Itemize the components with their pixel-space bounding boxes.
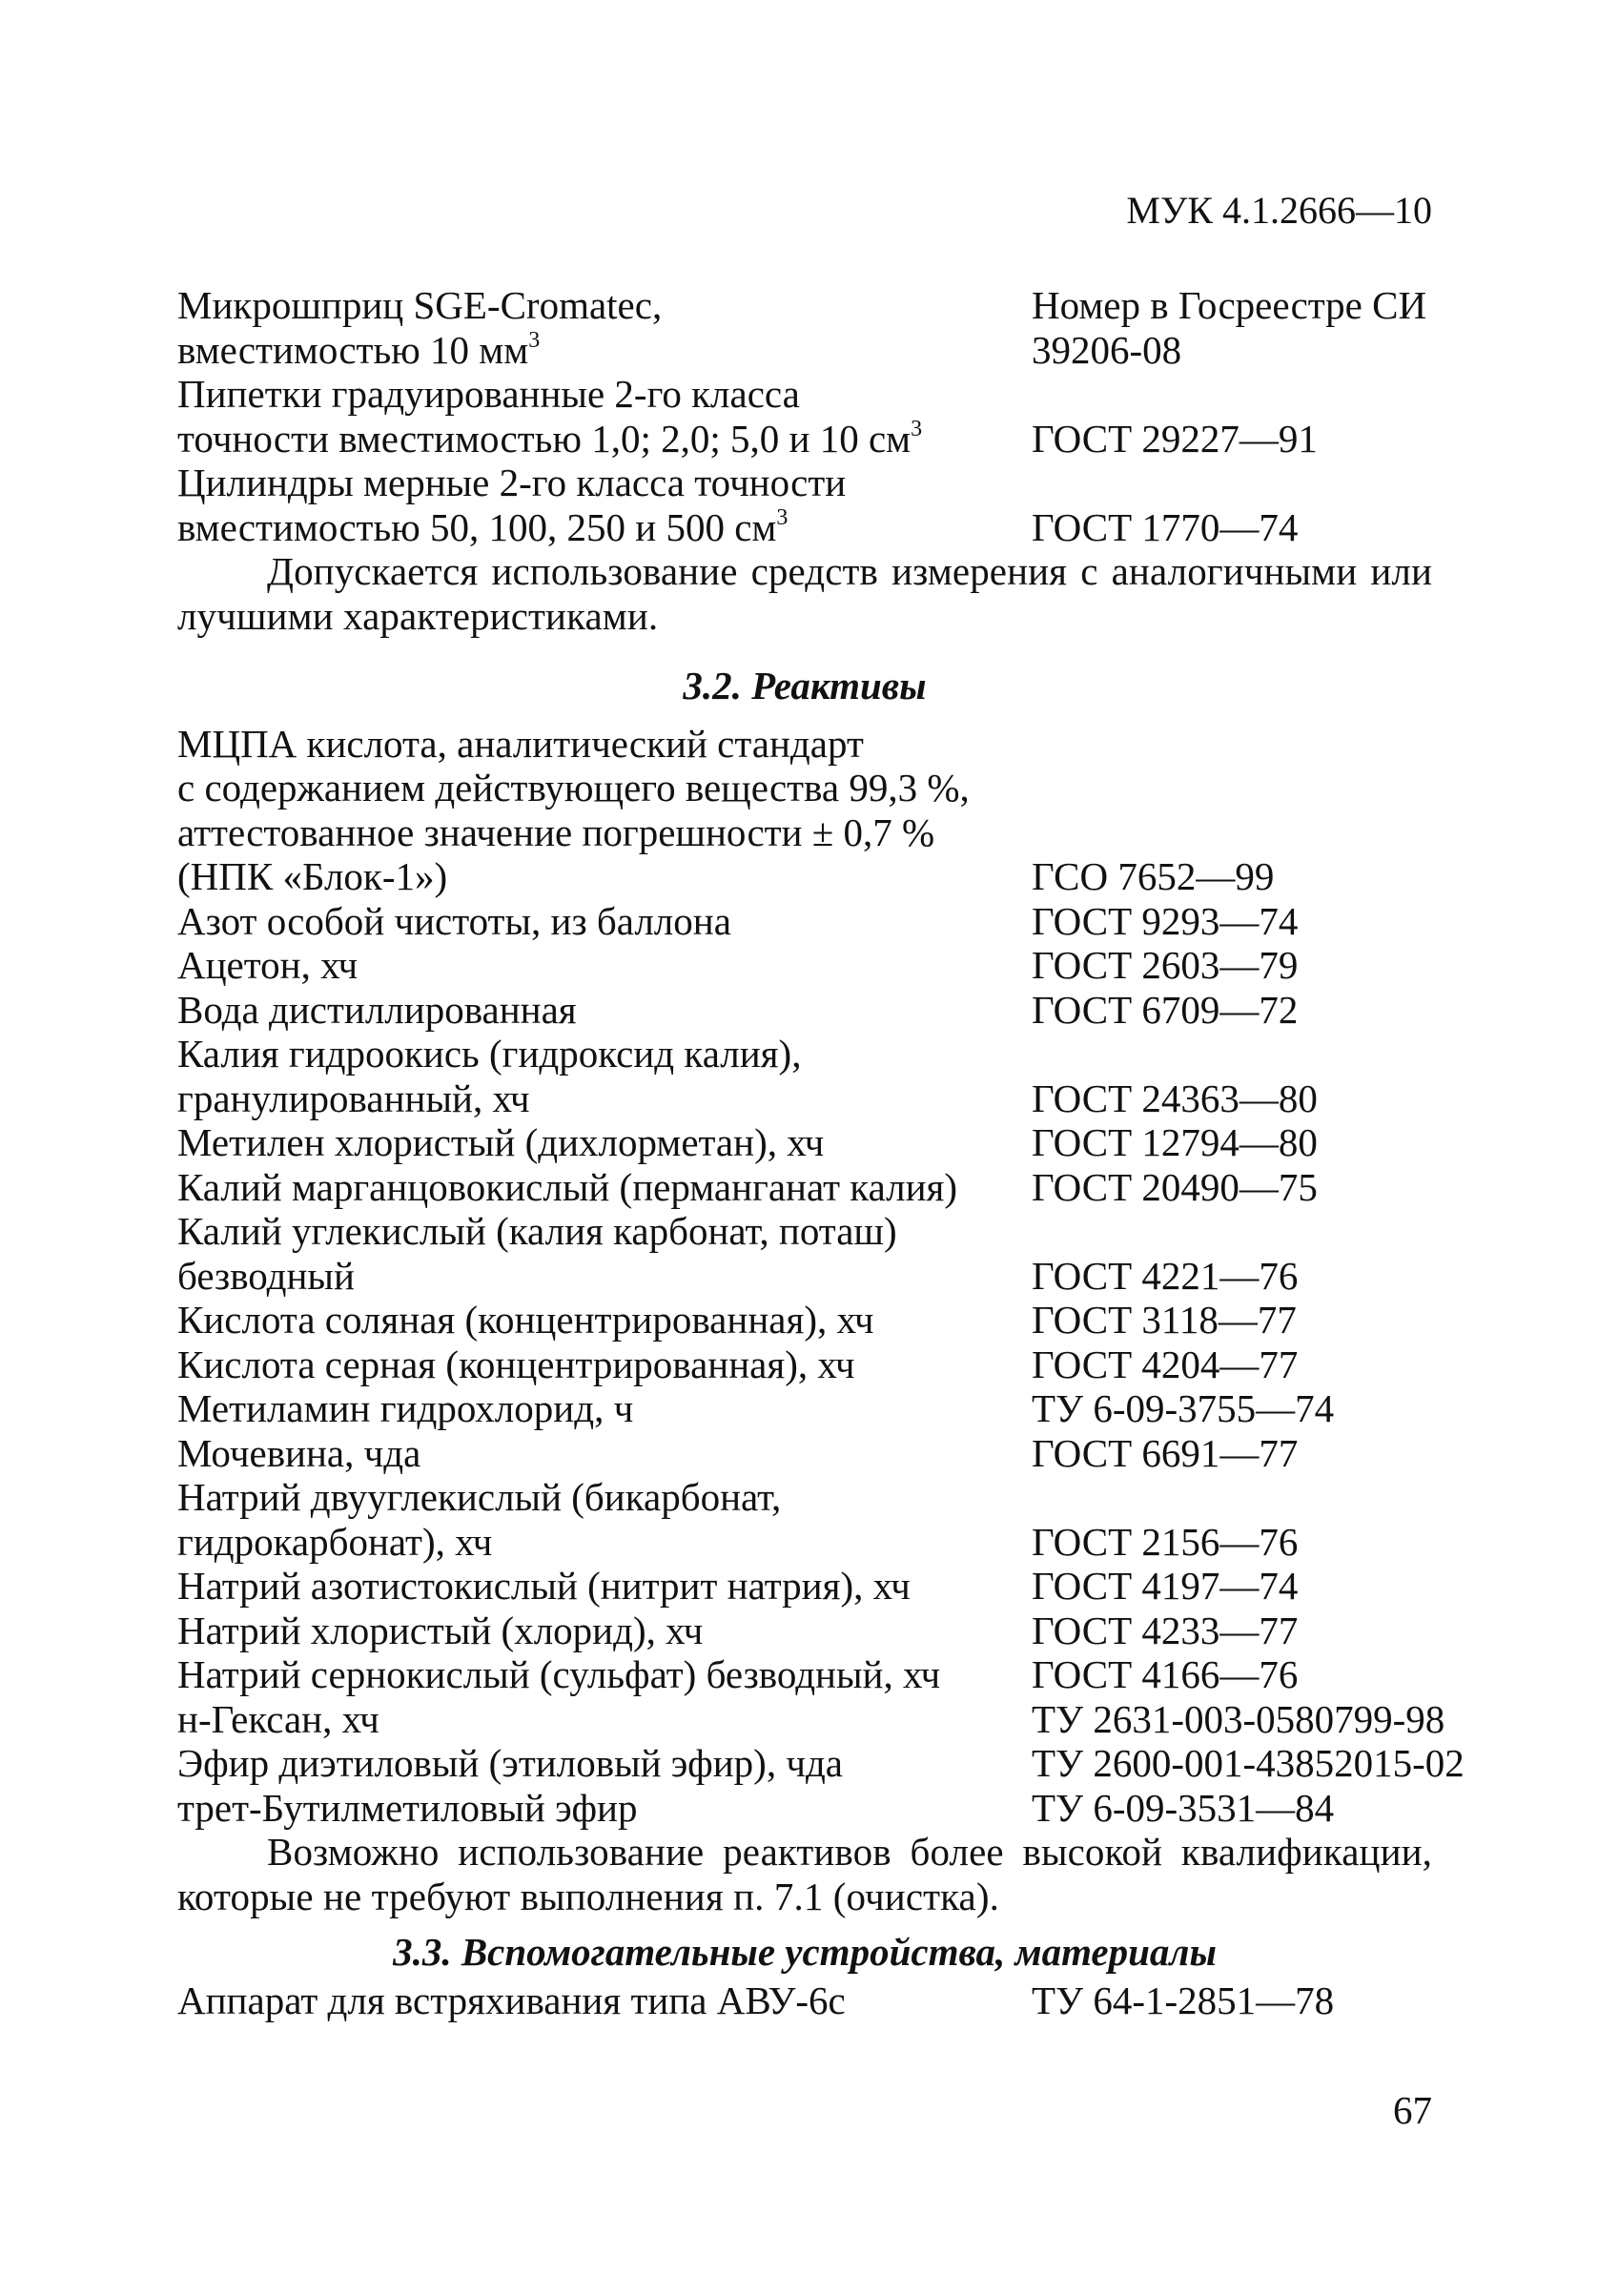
reagent-standard: ГОСТ 4233—77: [1032, 1608, 1299, 1652]
reagent-standard: ТУ 6-09-3531—84: [1032, 1785, 1335, 1830]
table-row: [177, 988, 1432, 1033]
table-row: [177, 854, 1432, 899]
reagent-name: Кислота серная (концентрированная), хч: [177, 1342, 855, 1386]
item-text: точности вместимостью 1,0; 2,0; 5,0 и 10 см: [177, 416, 912, 461]
document-code: МУК 4.1.2666—10: [1126, 189, 1432, 232]
reagent-name: трет-Бутилметиловый эфир: [177, 1785, 638, 1830]
reagent-name: Метилен хлористый (дихлорметан), хч: [177, 1120, 825, 1164]
section-title-aux: 3.3. Вспомогательные устройства, материалы: [393, 1930, 1217, 1974]
reagent-name: безводный: [177, 1253, 355, 1298]
reagent-name: с содержанием действующего вещества 99,3 %,: [177, 766, 970, 810]
reagent-name: Мочевина, чда: [177, 1430, 421, 1475]
reagent-name: Вода дистиллированная: [177, 987, 577, 1032]
table-row: [177, 1386, 1432, 1431]
reagents-list: [177, 721, 1465, 1831]
table-row: [177, 372, 1432, 417]
item-standard: ГОСТ 29227—91: [1032, 416, 1318, 461]
reagent-standard: ТУ 6-09-3755—74: [1032, 1386, 1335, 1430]
reagent-name: Натрий сернокислый (сульфат) безводный, хч: [177, 1652, 941, 1696]
item-name: Аппарат для встряхивания типа АВУ-6с: [177, 1978, 846, 2022]
table-row: [177, 1741, 1465, 1786]
table-row: [177, 461, 1432, 505]
reagent-standard: ГОСТ 4204—77: [1032, 1342, 1299, 1386]
instruments-note: Допускается использование средств измерения с аналогичными или лучшими характеристиками.: [177, 549, 1432, 638]
reagent-standard: ТУ 2600-001-43852015-02: [1032, 1741, 1465, 1785]
reagent-name: гидрокарбонат), хч: [177, 1519, 493, 1564]
reagent-name: Метиламин гидрохлорид, ч: [177, 1386, 634, 1430]
reagent-name: аттестованное значение погрешности ± 0,7 %: [177, 810, 935, 854]
reagent-standard: ГОСТ 12794—80: [1032, 1120, 1318, 1164]
reagent-standard: ГОСТ 20490—75: [1032, 1164, 1318, 1209]
table-row: [177, 899, 1432, 944]
reagent-name: Натрий двууглекислый (бикарбонат,: [177, 1475, 782, 1519]
reagent-name: (НПК «Блок-1»): [177, 854, 448, 898]
table-row: [177, 722, 1432, 767]
item-name: [177, 328, 540, 373]
table-row: [177, 1609, 1432, 1653]
item-name: Микрошприц SGE-Cromatec,: [177, 283, 663, 327]
reagent-name: Натрий хлористый (хлорид), хч: [177, 1608, 704, 1652]
table-row: [177, 283, 1432, 328]
table-row: [177, 328, 1432, 373]
reagent-name: МЦПА кислота, аналитический стандарт: [177, 721, 864, 766]
reagent-name: н-Гексан, хч: [177, 1696, 379, 1741]
section-title-reagents: 3.2. Реактивы: [683, 664, 927, 707]
reagent-name: Эфир диэтиловый (этиловый эфир), чда: [177, 1741, 844, 1785]
table-row: [177, 1298, 1432, 1343]
reagent-name: Ацетон, хч: [177, 943, 359, 987]
item-name: Цилиндры мерные 2-го класса точности: [177, 461, 847, 504]
table-row: [177, 1254, 1432, 1299]
reagent-standard: ГОСТ 24363—80: [1032, 1076, 1318, 1120]
table-row: [177, 505, 1432, 550]
superscript: 3: [911, 416, 923, 441]
page-number: 67: [1393, 2088, 1432, 2132]
item-standard: Номер в Госреестре СИ: [1032, 283, 1427, 327]
reagent-standard: ТУ 2631-003-0580799-98: [1032, 1696, 1445, 1741]
table-row: [177, 1652, 1432, 1697]
table-row: [177, 943, 1432, 988]
item-name: [177, 417, 922, 461]
table-row: [177, 1165, 1432, 1210]
reagent-standard: ГОСТ 6691—77: [1032, 1430, 1299, 1475]
table-row: [177, 1475, 1432, 1520]
reagent-name: Калия гидроокись (гидроксид калия),: [177, 1032, 802, 1076]
table-row: [177, 1696, 1445, 1742]
reagent-name: Натрий азотистокислый (нитрит натрия), хч: [177, 1564, 911, 1608]
reagent-standard: ГОСТ 2156—76: [1032, 1519, 1299, 1564]
reagent-standard: ГОСТ 3118—77: [1032, 1298, 1297, 1342]
table-row: [177, 1520, 1432, 1565]
item-standard: ГОСТ 1770—74: [1032, 504, 1299, 549]
table-row: [177, 1786, 1432, 1831]
reagent-standard: ГОСТ 4166—76: [1032, 1652, 1299, 1696]
table-row: [177, 1564, 1432, 1609]
reagent-name: Кислота соляная (концентрированная), хч: [177, 1298, 874, 1342]
item-name: [177, 505, 788, 550]
item-text: вместимостью 10 мм: [177, 327, 529, 372]
reagent-standard: ГОСТ 4197—74: [1032, 1564, 1299, 1608]
table-row: [177, 1120, 1432, 1165]
reagent-standard: ГОСТ 4221—76: [1032, 1253, 1299, 1298]
reagents-note: Возможно использование реактивов более высокой квалификации, которые не требуют выполнения п. 7.1 (очистка).: [177, 1830, 1432, 1918]
item-name: Пипетки градуированные 2-го класса: [177, 372, 800, 416]
superscript: 3: [776, 504, 789, 530]
table-row: [177, 1076, 1432, 1121]
reagent-standard: ГОСТ 2603—79: [1032, 943, 1299, 987]
reagent-name: Калий марганцовокислый (перманганат калия): [177, 1164, 958, 1209]
table-row: [177, 1431, 1432, 1476]
reagents-section: [177, 664, 1465, 1918]
item-text: вместимостью 50, 100, 250 и 500 см: [177, 504, 777, 549]
reagent-standard: ГОСТ 6709—72: [1032, 987, 1299, 1032]
reagent-name: Азот особой чистоты, из баллона: [177, 898, 731, 943]
reagent-standard: ГСО 7652—99: [1032, 854, 1275, 898]
reagent-standard: ГОСТ 9293—74: [1032, 898, 1299, 943]
item-standard: 39206-08: [1032, 327, 1182, 372]
superscript: 3: [528, 327, 541, 353]
table-row: [177, 766, 1432, 810]
instruments-list: [177, 283, 1432, 638]
item-standard: ТУ 64-1-2851—78: [1032, 1978, 1335, 2022]
table-row: [177, 1032, 1432, 1076]
table-row: [177, 1978, 1432, 2023]
aux-section: [177, 1930, 1432, 2022]
reagent-name: Калий углекислый (калия карбонат, поташ): [177, 1209, 897, 1253]
table-row: [177, 417, 1432, 461]
table-row: [177, 1209, 1432, 1254]
reagent-name: гранулированный, хч: [177, 1076, 530, 1120]
table-row: [177, 1343, 1432, 1387]
table-row: [177, 810, 1432, 855]
